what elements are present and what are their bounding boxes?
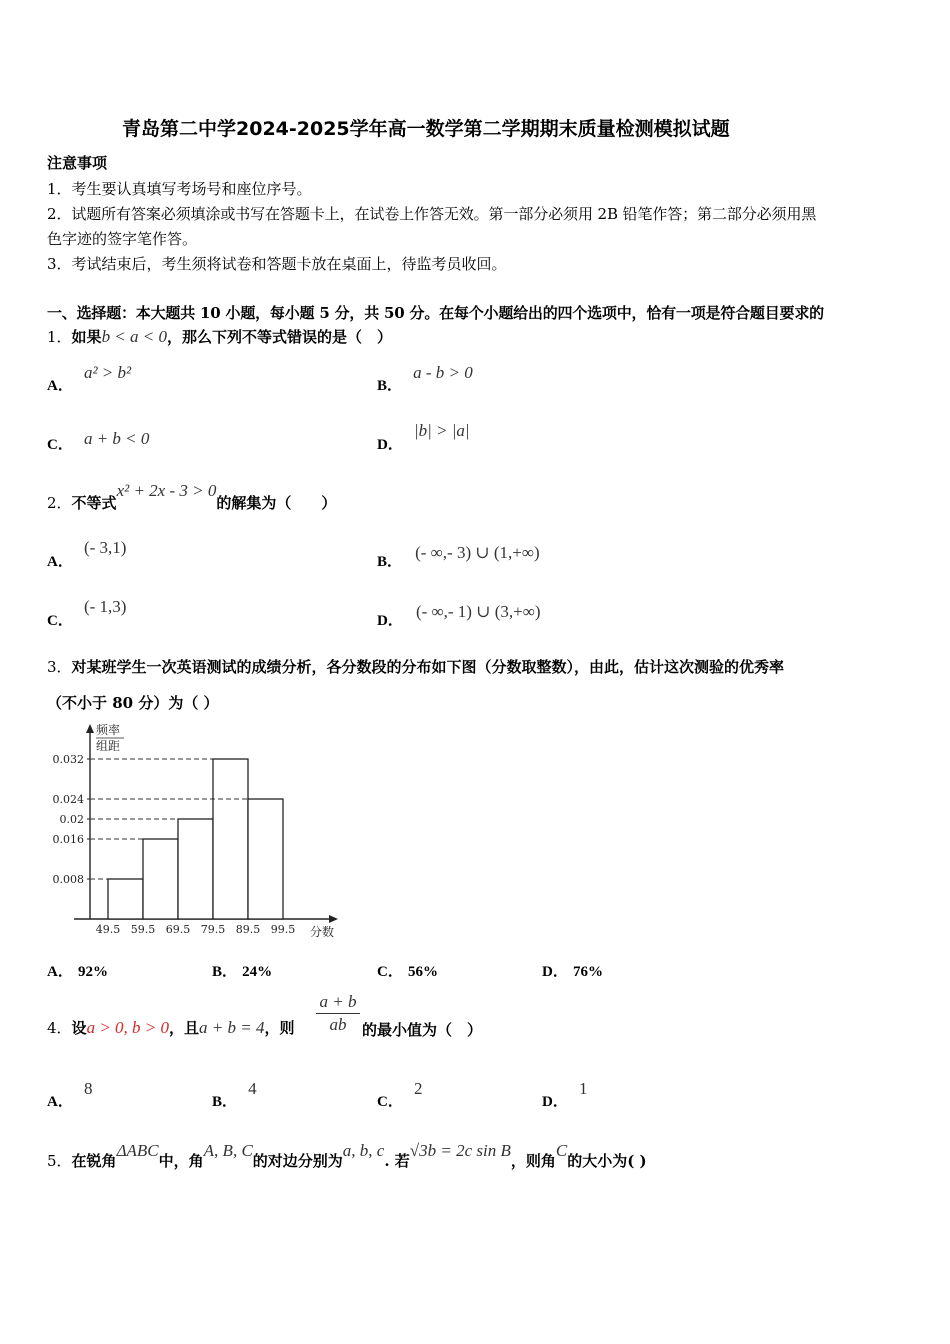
x-tick-label: 99.5 [270, 923, 296, 936]
question-math: A, B, C [203, 1141, 253, 1160]
option-c[interactable] [47, 428, 150, 453]
question-number: 4． [47, 1019, 72, 1037]
histogram-bar [143, 839, 178, 919]
question-4 [47, 1017, 295, 1038]
histogram-bar [248, 799, 283, 919]
fraction [316, 992, 360, 1035]
x-tick-label: 59.5 [130, 923, 156, 936]
page-title: 青岛第二中学2024-2025学年高一数学第二学期期末质量检测模拟试题 [122, 118, 730, 140]
y-tick-label: 0.02 [59, 813, 84, 826]
option-label: A． [47, 1094, 73, 1110]
x-tick-label: 69.5 [165, 923, 191, 936]
x-axis-label: 分数 [310, 925, 335, 939]
question-text: ，则角 [510, 1152, 556, 1170]
y-tick-label: 0.008 [52, 873, 84, 886]
question-math: a > 0, b > 0 [86, 1018, 170, 1037]
question-text: 不等式 [71, 494, 117, 512]
question-text: . 若 [384, 1152, 410, 1170]
option-value: 2 [413, 1079, 423, 1098]
option-expr: (- ∞,- 1) ∪ (3,+∞) [415, 602, 541, 621]
option-label: C． [47, 437, 73, 453]
question-text: 的大小为( ) [567, 1152, 647, 1170]
option-expr: |b| > |a| [413, 421, 470, 440]
fraction-numerator: a + b [319, 992, 357, 1011]
y-label-bottom: 组距 [96, 739, 121, 753]
option-expr: a² > b² [83, 363, 132, 382]
question-text: 在锐角 [71, 1152, 117, 1170]
y-label-top: 频率 [96, 723, 121, 737]
question-text: 的解集为（ ） [216, 494, 337, 512]
question-text: ，则 [264, 1019, 295, 1037]
option-value: 24% [242, 964, 273, 980]
option-d[interactable] [542, 1078, 588, 1110]
histogram-chart [44, 722, 344, 942]
notice-heading: 注意事项 [47, 154, 108, 172]
question-2 [47, 480, 337, 512]
question-3 [47, 656, 784, 677]
question-text: 对某班学生一次英语测试的成绩分析，各分数段的分布如下图（分数取整数），由此，估计这次测验的优秀率 [71, 658, 785, 676]
option-label: A． [47, 964, 73, 980]
question-text: ，且 [169, 1019, 200, 1037]
option-c[interactable] [47, 596, 127, 629]
fraction-denominator: ab [329, 1015, 347, 1034]
section-heading: 一、选择题：本大题共 10 小题，每小题 5 分，共 50 分。在每个小题给出的四个选项中，恰有一项是符合题目要求的 [47, 304, 824, 322]
notice-item: 色字迹的签字笔作答。 [47, 230, 198, 248]
question-math: C [555, 1141, 568, 1160]
fraction-bar [316, 1013, 360, 1014]
option-label: A． [47, 378, 73, 394]
option-d[interactable] [377, 601, 541, 629]
option-label: D． [377, 613, 403, 629]
option-label: D． [377, 437, 403, 453]
option-value: 92% [77, 964, 108, 980]
x-tick-label: 89.5 [235, 923, 261, 936]
question-text: 如果 [71, 328, 102, 346]
x-tick-label: 79.5 [200, 923, 226, 936]
question-math: a + b = 4 [199, 1018, 265, 1037]
question-text: （不小于 80 分）为（ ） [47, 694, 219, 712]
option-label: B． [212, 1094, 238, 1110]
option-label: C． [377, 964, 403, 980]
option-a[interactable] [47, 537, 127, 570]
option-label: C． [377, 1094, 403, 1110]
option-b[interactable] [212, 960, 272, 981]
x-tick-label: 49.5 [95, 923, 121, 936]
question-number: 5． [47, 1152, 72, 1170]
option-label: B． [377, 378, 403, 394]
x-axis-arrow [329, 915, 338, 923]
question-math: √3b = 2c sin B [409, 1141, 511, 1160]
histogram-bar [108, 879, 143, 919]
option-value: 8 [83, 1079, 93, 1098]
option-value: 1 [578, 1079, 588, 1098]
option-b[interactable] [377, 542, 540, 570]
option-expr: a + b < 0 [83, 429, 150, 448]
question-text: 中，角 [158, 1152, 204, 1170]
option-expr: (- 1,3) [83, 597, 127, 616]
notice-item: 2．试题所有答案必须填涂或书写在答题卡上，在试卷上作答无效。第一部分必须用 2B 铅笔作答；第二部分必须用黑 [47, 205, 817, 223]
option-a[interactable] [47, 960, 108, 981]
question-math: ΔABC [116, 1141, 159, 1160]
question-text: 的最小值为（ ） [362, 1021, 483, 1039]
histogram-bar [178, 819, 213, 919]
y-tick-label: 0.016 [52, 833, 84, 846]
option-label: D． [542, 964, 568, 980]
question-number: 1． [47, 328, 72, 346]
option-c[interactable] [377, 960, 438, 981]
question-1 [47, 326, 392, 347]
question-text: 的对边分别为 [252, 1152, 343, 1170]
notice-item: 1．考生要认真填写考场号和座位序号。 [47, 180, 312, 198]
option-b[interactable] [212, 1078, 257, 1110]
y-tick-label: 0.024 [52, 793, 84, 806]
option-value: 4 [248, 1079, 257, 1098]
y-tick-label: 0.032 [52, 753, 84, 766]
question-number: 3． [47, 658, 72, 676]
question-math: x² + 2x - 3 > 0 [116, 481, 217, 500]
question-5 [47, 1140, 647, 1170]
option-value: 76% [572, 964, 603, 980]
option-d[interactable] [542, 960, 603, 981]
notice-item: 3．考试结束后，考生须将试卷和答题卡放在桌面上，待监考员收回。 [47, 255, 507, 273]
option-a[interactable] [47, 1078, 93, 1110]
option-a[interactable] [47, 362, 132, 394]
option-d[interactable] [377, 420, 470, 453]
y-axis-arrow [86, 724, 94, 733]
option-expr: (- 3,1) [83, 538, 127, 557]
histogram-bar [213, 759, 248, 919]
option-b[interactable] [377, 362, 473, 394]
question-number: 2． [47, 494, 72, 512]
option-value: 56% [407, 964, 438, 980]
option-c[interactable] [377, 1078, 423, 1110]
option-label: B． [377, 554, 403, 570]
option-label: B． [212, 964, 238, 980]
question-math: a, b, c [342, 1141, 385, 1160]
option-label: C． [47, 613, 73, 629]
option-label: D． [542, 1094, 568, 1110]
question-text: ，那么下列不等式错误的是（ ） [167, 328, 393, 346]
question-math: b < a < 0 [101, 327, 168, 346]
option-label: A． [47, 554, 73, 570]
option-expr: (- ∞,- 3) ∪ (1,+∞) [415, 543, 540, 562]
option-expr: a - b > 0 [413, 363, 473, 382]
question-text: 设 [71, 1019, 87, 1037]
